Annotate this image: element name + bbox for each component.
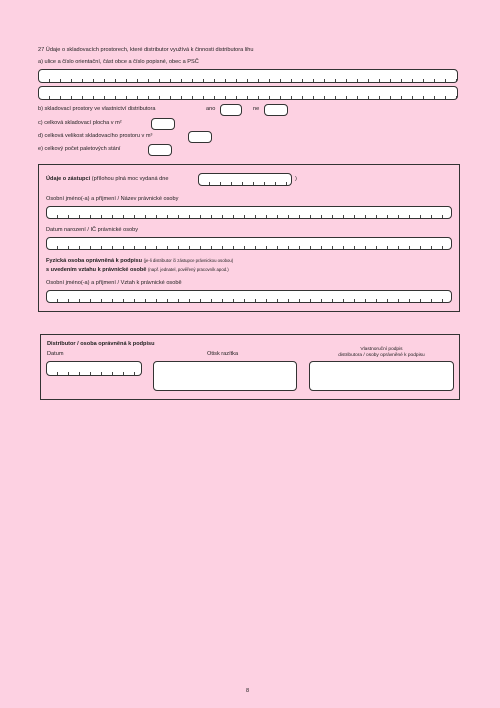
- representation-note: (přílohou plná moc vydaná dne: [91, 176, 169, 182]
- pallets-label: e) celkový počet paletových stání: [38, 146, 121, 152]
- yes-checkbox[interactable]: [220, 104, 242, 116]
- signatory-row: [46, 257, 233, 265]
- area-input[interactable]: [151, 118, 175, 130]
- address-input-line-1[interactable]: [38, 69, 458, 83]
- stamp-box[interactable]: [153, 361, 297, 391]
- rep-birth-label: Datum narození / IČ právnické osoby: [46, 227, 139, 233]
- sign-label-2: distributora / osoby oprávněné k podpisu: [338, 353, 425, 358]
- sign-label-1: Vlastnoruční podpis: [360, 347, 403, 352]
- section-27-heading: 27 Údaje o skladovacích prostorech, které distributor využívá k činnosti distributora lihu: [38, 47, 254, 53]
- no-label: ne: [253, 106, 260, 112]
- rep-name-label: Osobní jméno(-a) a příjmení / Název právnické osoby: [46, 196, 179, 202]
- volume-label: d) celková velikost skladovacího prostoru v m³: [38, 133, 153, 139]
- page-number: 8: [246, 688, 250, 694]
- rep-birth-input[interactable]: [46, 237, 452, 250]
- signatory-title: Fyzická osoba oprávněná k podpisu: [46, 258, 143, 264]
- address-label: a) ulice a číslo orientační, část obce a číslo popisné, obec a PSČ: [38, 59, 199, 65]
- relation-label: Osobní jméno(-a) a příjmení / Vztah k právnické osobě: [46, 280, 182, 286]
- pallets-input[interactable]: [148, 144, 172, 156]
- volume-input[interactable]: [188, 131, 212, 143]
- signature-box[interactable]: [309, 361, 454, 391]
- no-checkbox[interactable]: [264, 104, 288, 116]
- rep-name-input[interactable]: [46, 206, 452, 219]
- stamp-label: Otisk razítka: [207, 351, 239, 357]
- relation-input[interactable]: [46, 290, 452, 303]
- representation-title-row: [46, 176, 169, 183]
- area-label: c) celková skladovací plocha v m²: [38, 120, 122, 126]
- relation-note: (např. jednatel, pověřený pracovník apod.): [147, 267, 229, 272]
- proxy-date-input[interactable]: [198, 173, 292, 186]
- address-input-line-2[interactable]: [38, 86, 458, 100]
- representation-title: Údaje o zástupci: [46, 176, 91, 182]
- signatory-note: (je-li distributor či zástupce právnickou osobou): [143, 258, 234, 263]
- signature-title: Distributor / osoba oprávněná k podpisu: [47, 341, 155, 347]
- relation-row: [46, 266, 229, 274]
- relation-title: s uvedením vztahu k právnické osobě: [46, 267, 147, 273]
- signature-date-label: Datum: [47, 351, 64, 357]
- proxy-close-paren: ): [295, 176, 297, 182]
- ownership-label: b) skladovací prostory ve vlastnictví distributora: [38, 106, 156, 112]
- yes-label: ano: [206, 106, 216, 112]
- signature-date-input[interactable]: [46, 361, 142, 376]
